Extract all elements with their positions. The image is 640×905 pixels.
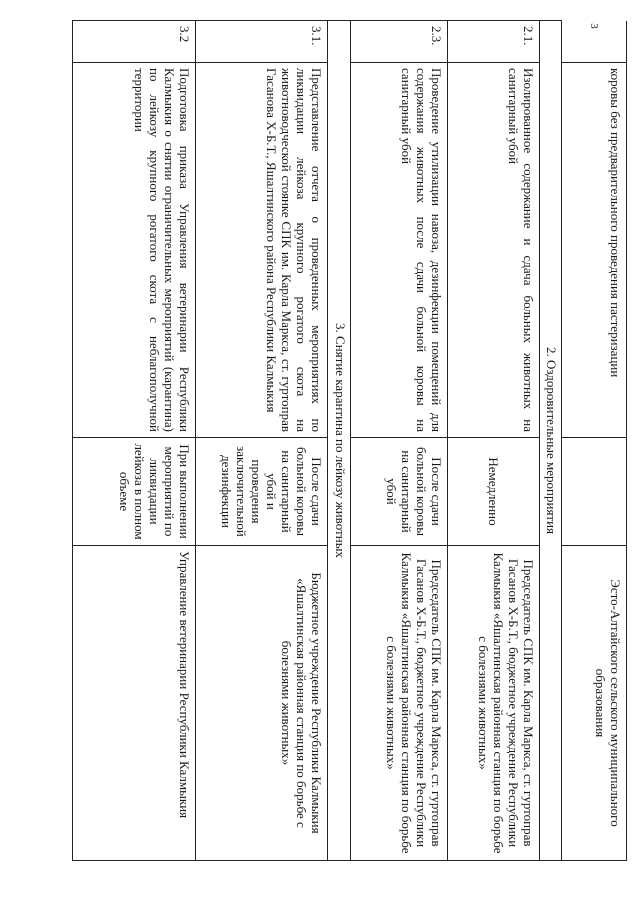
- section-heading-row: [328, 21, 350, 861]
- event-cell: Подготовка приказа Управления ветеринарии Республики Калмыкия о снятии ограничительных мероприятий (карантина) по лейкозу крупного рогатого скота с неблагополучной территории: [73, 63, 196, 438]
- event-cell: Изолированное содержание и сдача больных животных на санитарный убой: [447, 63, 539, 438]
- deadline-cell: [562, 438, 627, 546]
- responsible-cell: Председатель СПК им. Карла Маркса, ст. гуртоправ Гасанов Х-Б.Т., бюджетное учреждение Республики Калмыкия «Яшалтинская районная станция по борьбе с болезнями животных»: [447, 546, 539, 861]
- responsible-cell: Бюджетное учреждение Республики Калмыкия «Яшалтинская районная станция по борьбе с болезнями животных»: [196, 546, 328, 861]
- rotated-page: [72, 20, 627, 860]
- section-title: 2. Оздоровительные мероприятия: [539, 21, 561, 861]
- table-row: [196, 21, 328, 861]
- deadline-cell: Немедленно: [447, 438, 539, 546]
- event-cell: коровы без предварительного проведения пастеризации: [562, 63, 627, 438]
- section-heading-row: [539, 21, 561, 861]
- responsible-cell: Эсто-Алтайского сельского муниципального образования: [562, 546, 627, 861]
- number-cell: 3.1.: [196, 21, 328, 63]
- number-cell: 3.2: [73, 21, 196, 63]
- deadline-cell: После сдачи больной коровы на санитарный убой: [350, 438, 447, 546]
- section-title: 3. Снятие карантина по лейкозу животных: [328, 21, 350, 861]
- event-cell: Представление отчета о проведенных мероприятиях по ликвидации лейкоза крупного рогатого скота на животноводческой стоянке СПК им. Карла Маркса, ст. гуртоправ Гасанова Х-Б.Т., Яшалтинского района Республики Калмыкия: [196, 63, 328, 438]
- deadline-cell: При выполнении мероприятий по ликвидации лейкоза в полном объеме: [73, 438, 196, 546]
- page-number: 3: [587, 23, 600, 29]
- number-cell: 2.3.: [350, 21, 447, 63]
- table-row: [562, 21, 627, 861]
- action-plan-table: [72, 20, 627, 861]
- table-row: [447, 21, 539, 861]
- number-cell: 2.1.: [447, 21, 539, 63]
- table-row: [73, 21, 196, 861]
- deadline-cell: После сдачи больной коровы на санитарный убой и проведения заключительной дезинфекции: [196, 438, 328, 546]
- responsible-cell: Председатель СПК им. Карла Маркса, ст. гуртоправ Гасанов Х-Б.Т., бюджетное учреждение Республики Калмыкия «Яшалтинская районная станция по борьбе с болезнями животных»: [350, 546, 447, 861]
- table-row: [350, 21, 447, 861]
- event-cell: Проведение утилизации навоза, дезинфекции помещений для содержания животных после сдачи больной коровы на санитарный убой: [350, 63, 447, 438]
- responsible-cell: Управление ветеринарии Республики Калмыкия: [73, 546, 196, 861]
- number-cell: [562, 21, 627, 63]
